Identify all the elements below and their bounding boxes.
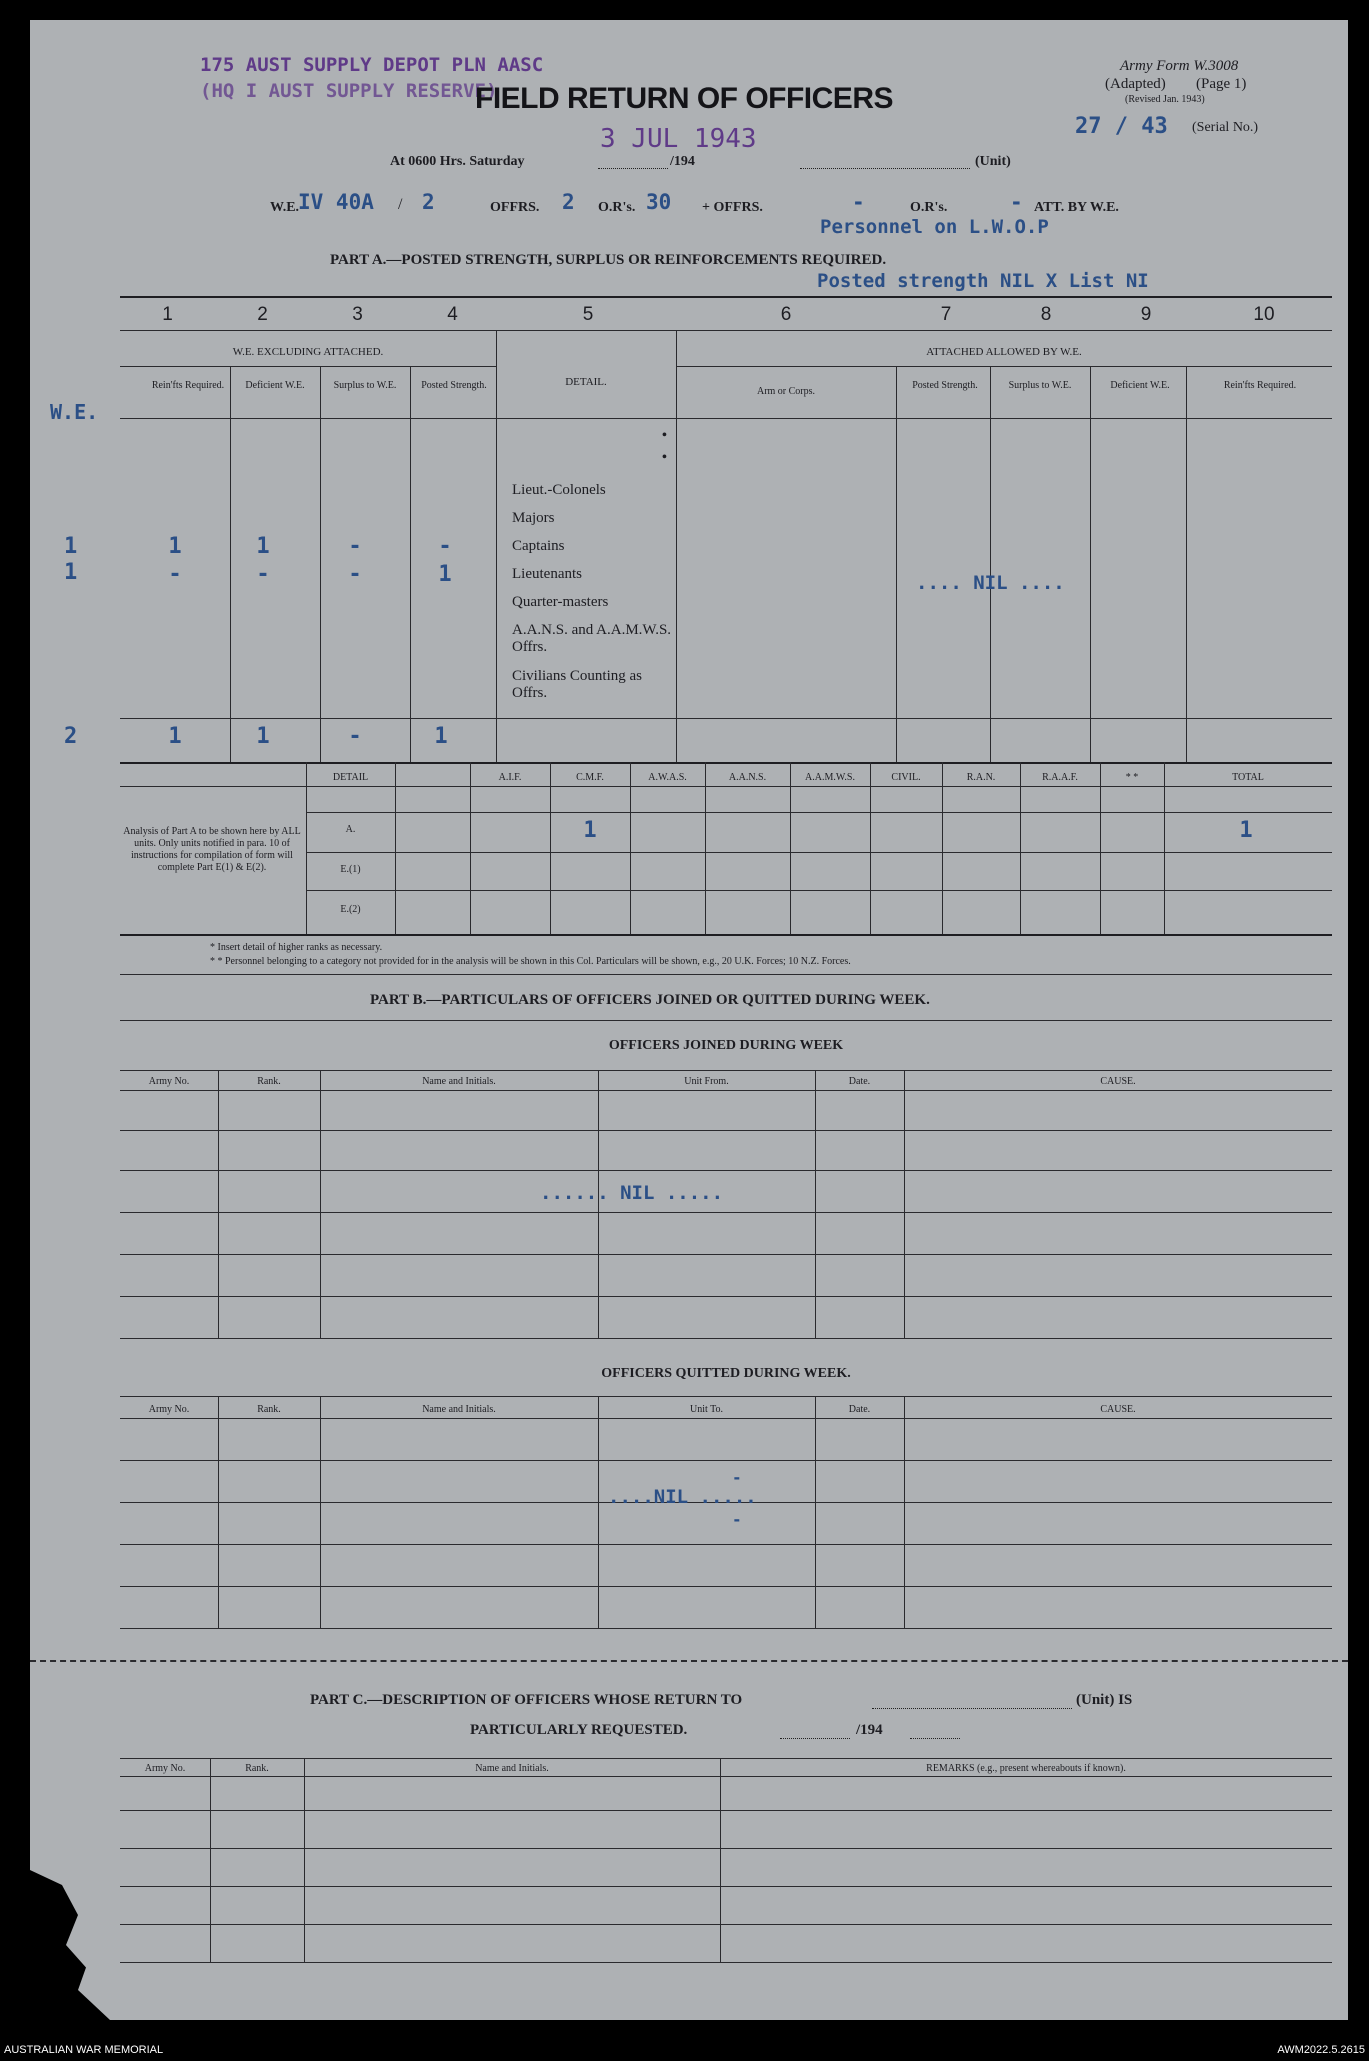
att-offrs-value: -	[852, 190, 865, 214]
part-c-head-army-no: Army No.	[144, 1763, 186, 1774]
footnote-higher-ranks: * Insert detail of higher ranks as necessary.	[210, 942, 383, 953]
part-c-head-remarks: REMARKS (e.g., present whereabouts if known).	[926, 1763, 1126, 1774]
analysis-cmf-a-value: 1	[583, 818, 597, 843]
captains-posted: -	[438, 534, 452, 559]
posted-strength-note: Posted strength NIL X List NI	[817, 270, 1149, 292]
unit-stamp-line1: 175 AUST SUPPLY DEPOT PLN AASC	[200, 54, 544, 76]
form-id: Army Form W.3008	[1120, 58, 1239, 74]
quitted-head-name: Name and Initials.	[422, 1404, 496, 1415]
we-value: IV 40A	[298, 190, 374, 214]
lwop-note: Personnel on L.W.O.P	[820, 216, 1049, 238]
margin-value-total: 2	[64, 724, 78, 749]
form-revised: (Revised Jan. 1943)	[1125, 94, 1205, 105]
quitted-title: OFFICERS QUITTED DURING WEEK.	[601, 1366, 851, 1381]
analysis-total-a-value: 1	[1239, 818, 1253, 843]
total-surplus: -	[348, 724, 362, 749]
form-sheet	[30, 20, 1348, 2020]
lieutenants-deficient: -	[256, 562, 270, 587]
part-c-year-field[interactable]	[910, 1738, 960, 1739]
detail-heading: DETAIL.	[565, 376, 607, 388]
col-num-9: 9	[1140, 304, 1152, 325]
we-excluding-attached: W.E. EXCLUDING ATTACHED.	[232, 346, 384, 358]
unit-stamp-line2: (HQ I AUST SUPPLY RESERVE)	[200, 80, 498, 102]
head-att-surplus: Surplus to W.E.	[1008, 380, 1072, 391]
analysis-head-ran: R.A.N.	[966, 772, 996, 783]
joined-head-army-no: Army No.	[148, 1076, 190, 1087]
unit-field[interactable]	[800, 168, 970, 169]
part-c-head-rank: Rank.	[245, 1763, 269, 1774]
part-b-title: PART B.—PARTICULARS OF OFFICERS JOINED OR QUITTED DURING WEEK.	[370, 992, 930, 1008]
analysis-head-detail: DETAIL	[332, 772, 369, 783]
analysis-row-a: A.	[345, 824, 356, 835]
attached-allowed: ATTACHED ALLOWED BY W.E.	[926, 346, 1082, 358]
unit-label: (Unit)	[975, 154, 1011, 169]
att-ors-value: -	[1010, 190, 1023, 214]
col-num-5: 5	[582, 304, 594, 325]
analysis-note: Analysis of Part A to be shown here by ALL units. Only units notified in para. 10 of instructions for compilation of form will complete Part E(1) & E(2).	[123, 826, 301, 873]
footer-institution: AUSTRALIAN WAR MEMORIAL	[4, 2044, 164, 2056]
analysis-head-cmf: C.M.F.	[576, 772, 604, 783]
analysis-row-e2: E.(2)	[340, 904, 361, 915]
col-num-4: 4	[447, 304, 458, 325]
part-c-unit-field[interactable]	[872, 1708, 1072, 1709]
analysis-row-e1: E.(1)	[340, 864, 361, 875]
date-field[interactable]	[598, 168, 668, 169]
lieutenants-reinfts: -	[168, 562, 182, 587]
quitted-mark: -	[732, 1510, 742, 1529]
rank-majors: Majors	[512, 510, 555, 526]
year-label: /194	[670, 154, 695, 169]
total-posted: 1	[434, 724, 448, 749]
analysis-head-civil: CIVIL.	[891, 772, 921, 783]
total-reinfts: 1	[168, 724, 182, 749]
serial-label: (Serial No.)	[1192, 120, 1259, 135]
col-num-8: 8	[1040, 304, 1052, 325]
lieutenants-surplus: -	[348, 562, 362, 587]
joined-title: OFFICERS JOINED DURING WEEK	[608, 1038, 844, 1053]
part-c-unit-is: (Unit) IS	[1076, 1692, 1133, 1708]
date-stamp: 3 JUL 1943	[600, 124, 757, 154]
col-num-7: 7	[940, 304, 952, 325]
margin-value-captains: 1	[64, 534, 78, 559]
footer-accession: AWM2022.5.2615	[1277, 2044, 1365, 2056]
rank-lieutenants: Lieutenants	[512, 566, 582, 582]
joined-head-cause: CAUSE.	[1100, 1076, 1136, 1087]
tear-line	[30, 1660, 1348, 1662]
analysis-head-total: TOTAL	[1232, 772, 1264, 783]
we-slash: /	[398, 196, 403, 213]
analysis-head-aif: A.I.F.	[498, 772, 522, 783]
head-posted-strength: Posted Strength.	[421, 380, 487, 391]
rank-aans-aamws: A.A.N.S. and A.A.M.W.S. Offrs.	[512, 622, 672, 655]
analysis-head-awas: A.W.A.S.	[648, 772, 687, 783]
part-c-date-field[interactable]	[780, 1738, 850, 1739]
head-att-posted-strength: Posted Strength.	[912, 380, 978, 391]
part-c-head-name: Name and Initials.	[475, 1763, 549, 1774]
joined-nil: ...... NIL .....	[540, 1182, 724, 1204]
analysis-head-aans: A.A.N.S.	[728, 772, 767, 783]
lieutenants-posted: 1	[438, 562, 452, 587]
rank-civilians: Civilians Counting as Offrs.	[512, 668, 643, 701]
form-adapted: (Adapted)	[1105, 76, 1166, 92]
joined-head-date: Date.	[848, 1076, 871, 1087]
att-ors-label: O.R's.	[910, 200, 948, 215]
total-deficient: 1	[256, 724, 270, 749]
offrs-value: 2	[562, 190, 575, 214]
col-num-10: 10	[1253, 304, 1275, 325]
part-a-top-rule	[120, 296, 1332, 298]
rank-quarter-masters: Quarter-masters	[512, 594, 609, 610]
analysis-head-other: * *	[1125, 772, 1139, 783]
quitted-head-date: Date.	[848, 1404, 871, 1415]
rank-captains: Captains	[512, 538, 565, 554]
attached-nil: .... NIL ....	[916, 572, 1065, 594]
quitted-mark: -	[732, 1468, 742, 1487]
detail-marker-dot: •	[662, 450, 667, 465]
quitted-head-cause: CAUSE.	[1100, 1404, 1136, 1415]
joined-head-unit-from: Unit From.	[684, 1076, 729, 1087]
col-num-2: 2	[257, 304, 268, 325]
part-c-year: /194	[856, 1722, 883, 1738]
att-by-we-label: ATT. BY W.E.	[1034, 200, 1119, 215]
offrs-label: OFFRS.	[490, 200, 540, 215]
head-att-reinfts: Rein'fts Required.	[1223, 380, 1297, 391]
part-a-title: PART A.—POSTED STRENGTH, SURPLUS OR REINFORCEMENTS REQUIRED.	[330, 252, 887, 268]
col-num-6: 6	[780, 304, 792, 325]
we-margin-label: W.E.	[50, 400, 99, 424]
ors-value: 30	[646, 190, 672, 214]
part-c-title-line2: PARTICULARLY REQUESTED.	[470, 1722, 688, 1738]
we-label: W.E.	[270, 200, 300, 215]
ors-label: O.R's.	[598, 200, 636, 215]
serial-number: 27 / 43	[1075, 114, 1168, 139]
analysis-head-raaf: R.A.A.F.	[1042, 772, 1078, 783]
att-offrs-label: + OFFRS.	[702, 200, 763, 215]
quitted-head-army-no: Army No.	[148, 1404, 190, 1415]
rank-lieut-colonels: Lieut.-Colonels	[512, 482, 606, 498]
captains-reinfts: 1	[168, 534, 182, 559]
analysis-head-aamws: A.A.M.W.S.	[805, 772, 855, 783]
col-num-1: 1	[162, 304, 173, 325]
head-deficient-we: Deficient W.E.	[245, 380, 305, 391]
we-number: 2	[422, 190, 435, 214]
captains-deficient: 1	[256, 534, 270, 559]
captains-surplus: -	[348, 534, 362, 559]
quitted-nil: ....NIL .....	[608, 1486, 757, 1508]
form-title: FIELD RETURN OF OFFICERS	[475, 82, 893, 115]
head-att-deficient: Deficient W.E.	[1110, 380, 1170, 391]
hours-label: At 0600 Hrs. Saturday	[390, 154, 525, 169]
margin-value-lieutenants: 1	[64, 560, 78, 585]
head-surplus-we: Surplus to W.E.	[333, 380, 397, 391]
head-arm-or-corps: Arm or Corps.	[756, 386, 816, 397]
joined-head-name: Name and Initials.	[422, 1076, 496, 1087]
quitted-head-rank: Rank.	[257, 1404, 281, 1415]
head-reinfts-required: Rein'fts Required.	[151, 380, 225, 391]
part-c-title-line1: PART C.—DESCRIPTION OF OFFICERS WHOSE RETURN TO	[310, 1692, 743, 1708]
form-page: (Page 1)	[1196, 76, 1247, 92]
quitted-head-unit-to: Unit To.	[689, 1404, 723, 1415]
detail-marker-dot: •	[662, 428, 667, 443]
joined-head-rank: Rank.	[257, 1076, 281, 1087]
footnote-other-personnel: * * Personnel belonging to a category not provided for in the analysis will be shown in this Col. Particulars will be shown, e.g., 20 U.K. Forces; 10 N.Z. Forces.	[210, 956, 851, 967]
col-num-3: 3	[352, 304, 363, 325]
